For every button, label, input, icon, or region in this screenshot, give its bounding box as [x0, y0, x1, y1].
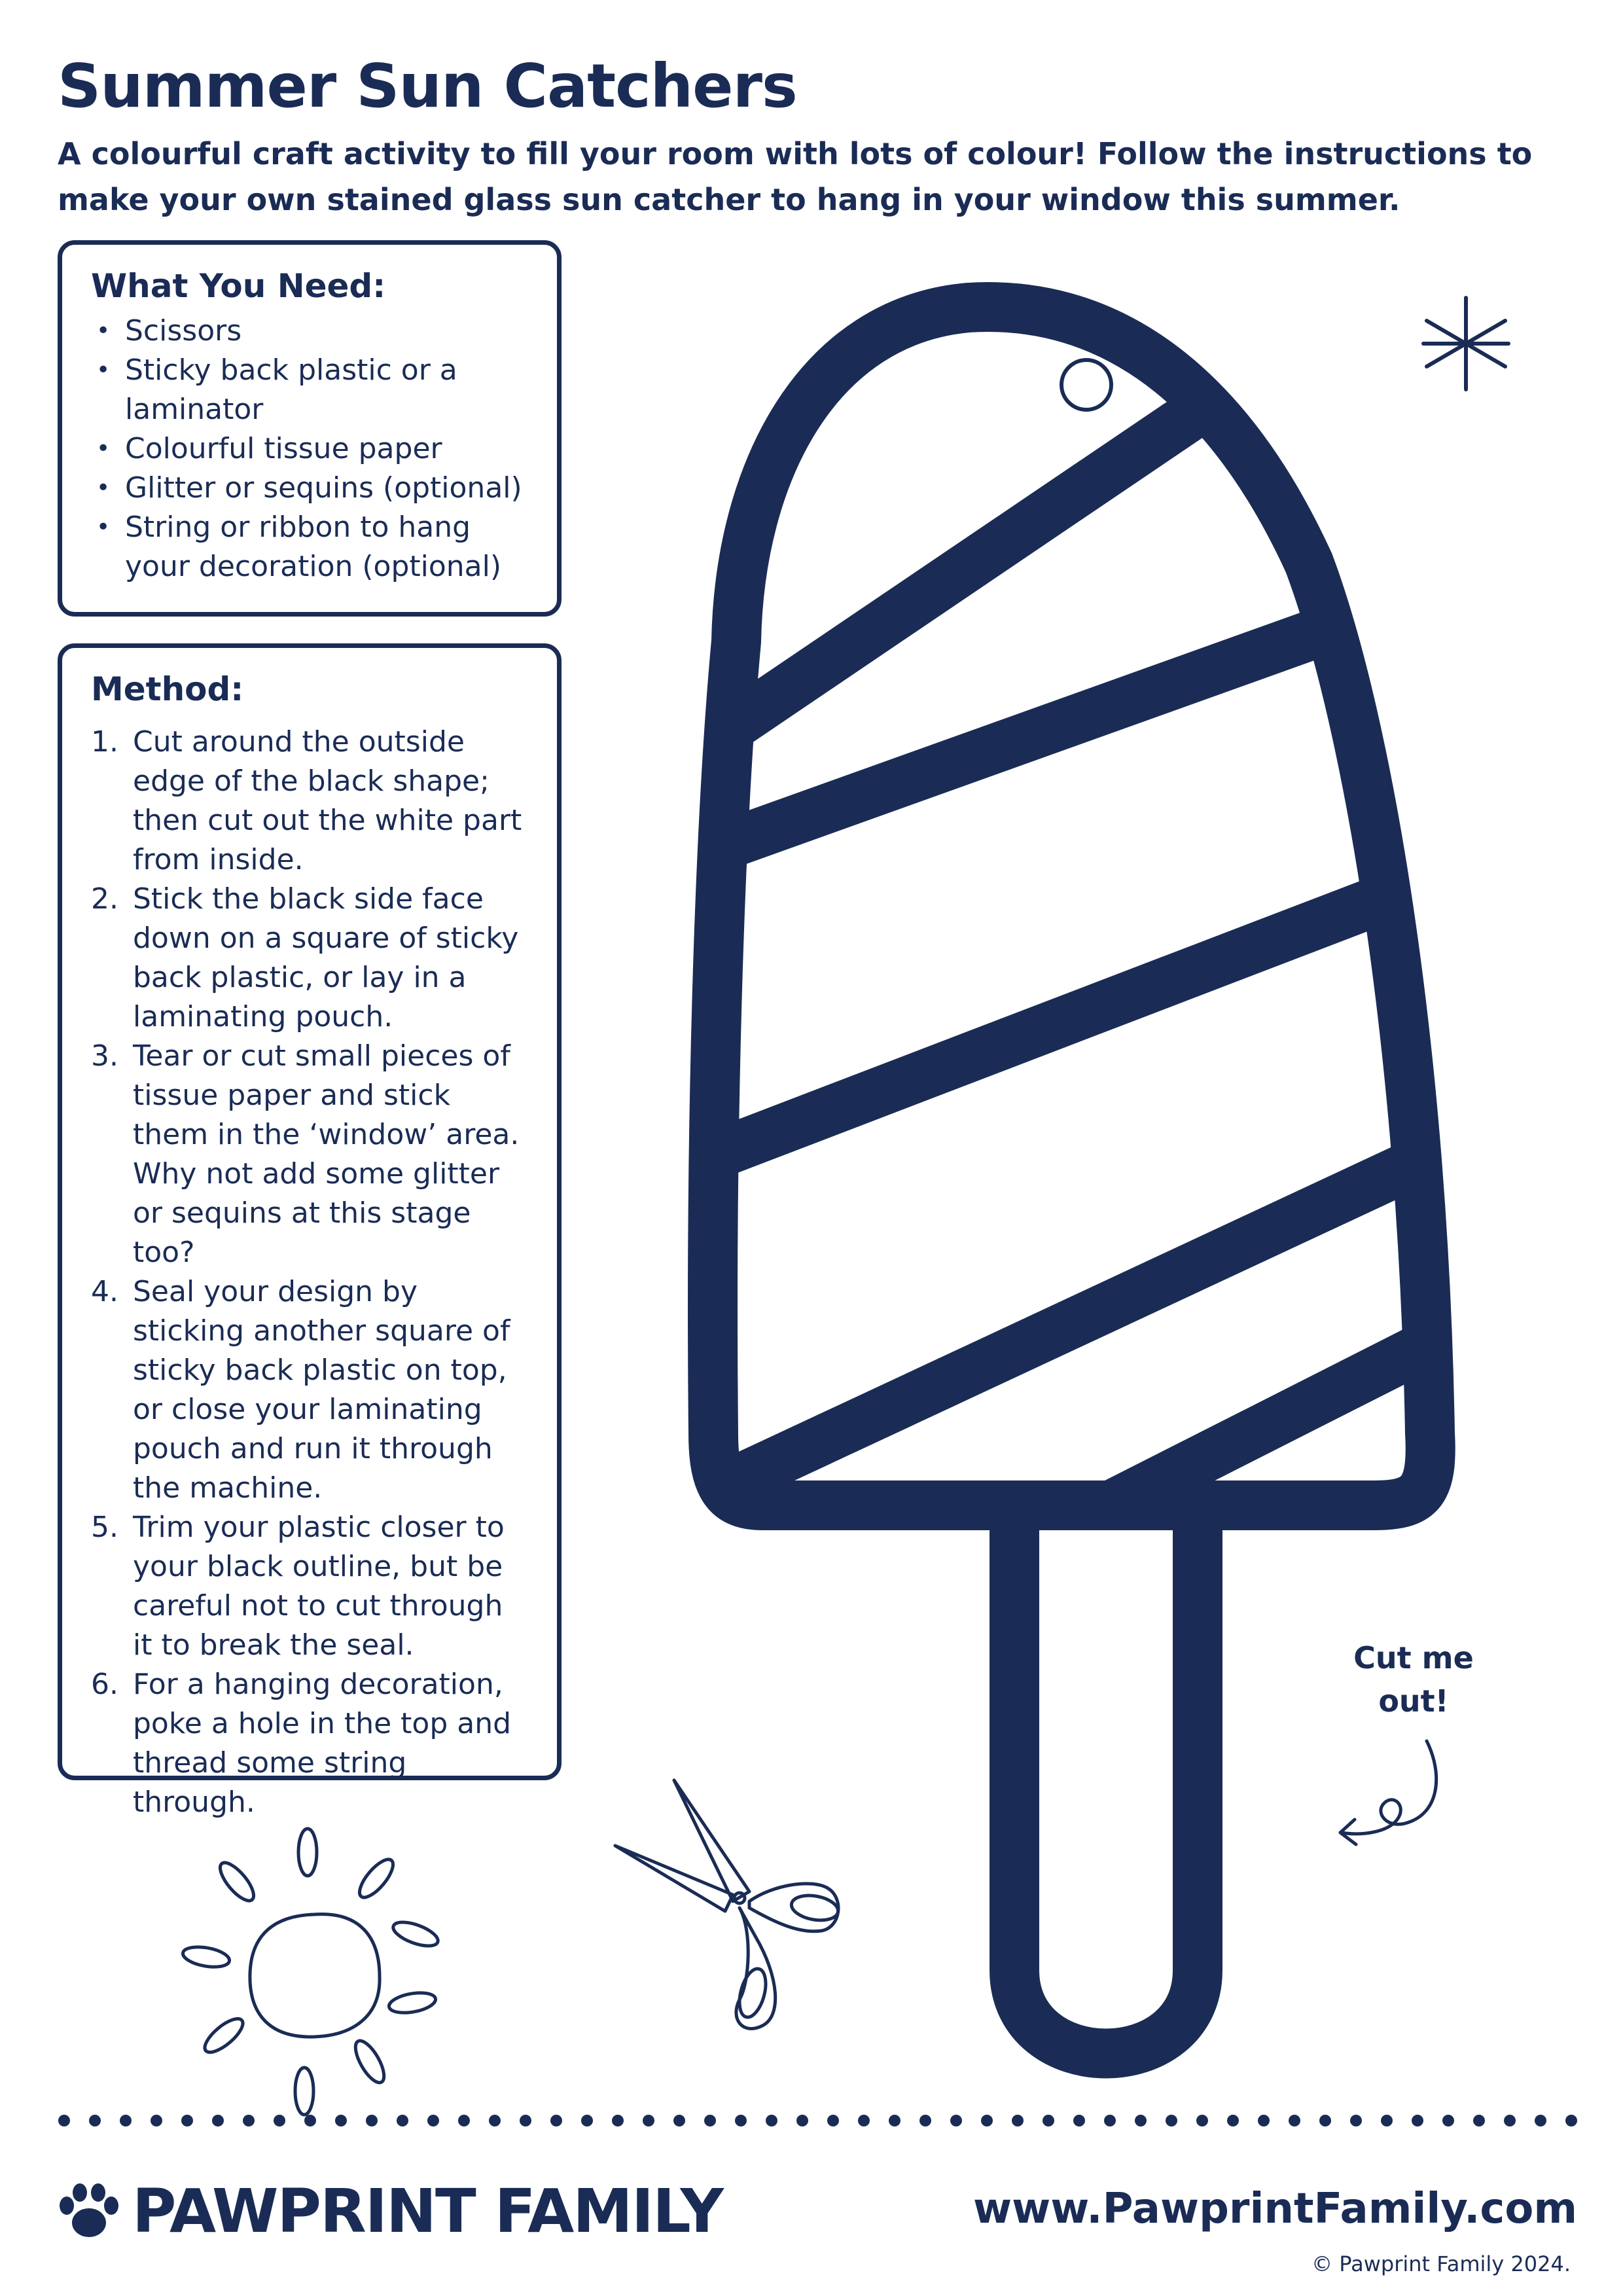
- step-number: 6.: [91, 1668, 118, 1701]
- step-text: Stick the black side face down on a square of sticky back plastic, or lay in a laminating pouch.: [133, 882, 519, 1033]
- method-heading: Method:: [91, 670, 244, 708]
- method-box: [58, 643, 562, 1819]
- step-number: 1.: [91, 725, 118, 759]
- method-step: [91, 1272, 531, 1508]
- page-title: Summer Sun Catchers: [58, 51, 797, 121]
- method-step: [91, 1037, 531, 1272]
- sun-icon: [164, 1826, 465, 2121]
- dotted-divider: [58, 2113, 1582, 2128]
- step-number: 2.: [91, 882, 118, 916]
- step-text: Trim your plastic closer to your black outline, but be careful not to cut through it to break the seal.: [133, 1511, 505, 1662]
- method-step: [91, 1508, 531, 1665]
- what-you-need-box: [58, 240, 562, 617]
- need-item: • Colourful tissue paper: [91, 429, 531, 469]
- what-you-need-heading: What You Need:: [91, 267, 386, 305]
- step-text: Cut around the outside edge of the black shape; then cut out the white part from inside.: [133, 725, 522, 876]
- step-number: 5.: [91, 1511, 118, 1544]
- need-item: • Sticky back plastic or a laminator: [91, 351, 531, 429]
- need-item: • Scissors: [91, 312, 531, 351]
- step-number: 4.: [91, 1275, 118, 1308]
- sparkle-icon: [1420, 295, 1512, 393]
- need-item: • Glitter or sequins (optional): [91, 469, 531, 508]
- method-steps: [91, 723, 531, 1822]
- step-text: Seal your design by sticking another square of sticky back plastic on top, or close your laminating pouch and run it through the machine.: [133, 1275, 510, 1505]
- step-text: Tear or cut small pieces of tissue paper and stick them in the ‘window’ area. Why not add some glitter or sequins at this stage too?: [133, 1039, 520, 1269]
- lolly-stick: [1014, 1492, 1198, 2054]
- brand-logo: [58, 2176, 722, 2246]
- paw-icon: [58, 2182, 120, 2241]
- method-step: [91, 723, 531, 880]
- cut-me-out-label: [1322, 1636, 1505, 1723]
- website-link[interactable]: www.PawprintFamily.com: [972, 2185, 1577, 2233]
- step-text: For a hanging decoration, poke a hole in the top and thread some string through.: [133, 1668, 512, 1819]
- copyright-text: © Pawprint Family 2024.: [1311, 2251, 1571, 2276]
- method-step: [91, 880, 531, 1037]
- cut-me-line1: Cut me: [1353, 1640, 1474, 1676]
- scissors-icon: [609, 1767, 890, 2042]
- brand-name: PAWPRINT FAMILY: [132, 2176, 722, 2246]
- cut-me-line2: out!: [1378, 1683, 1449, 1719]
- method-step: [91, 1665, 531, 1822]
- intro-text: A colourful craft activity to fill your room with lots of colour! Follow the instructions to make your own stained glass sun catcher to hang in your window this summer.: [58, 136, 1533, 217]
- need-item: • String or ribbon to hang your decoration (optional): [91, 508, 531, 586]
- curly-arrow-icon: [1329, 1734, 1459, 1852]
- needs-list: [91, 312, 531, 586]
- step-number: 3.: [91, 1039, 118, 1073]
